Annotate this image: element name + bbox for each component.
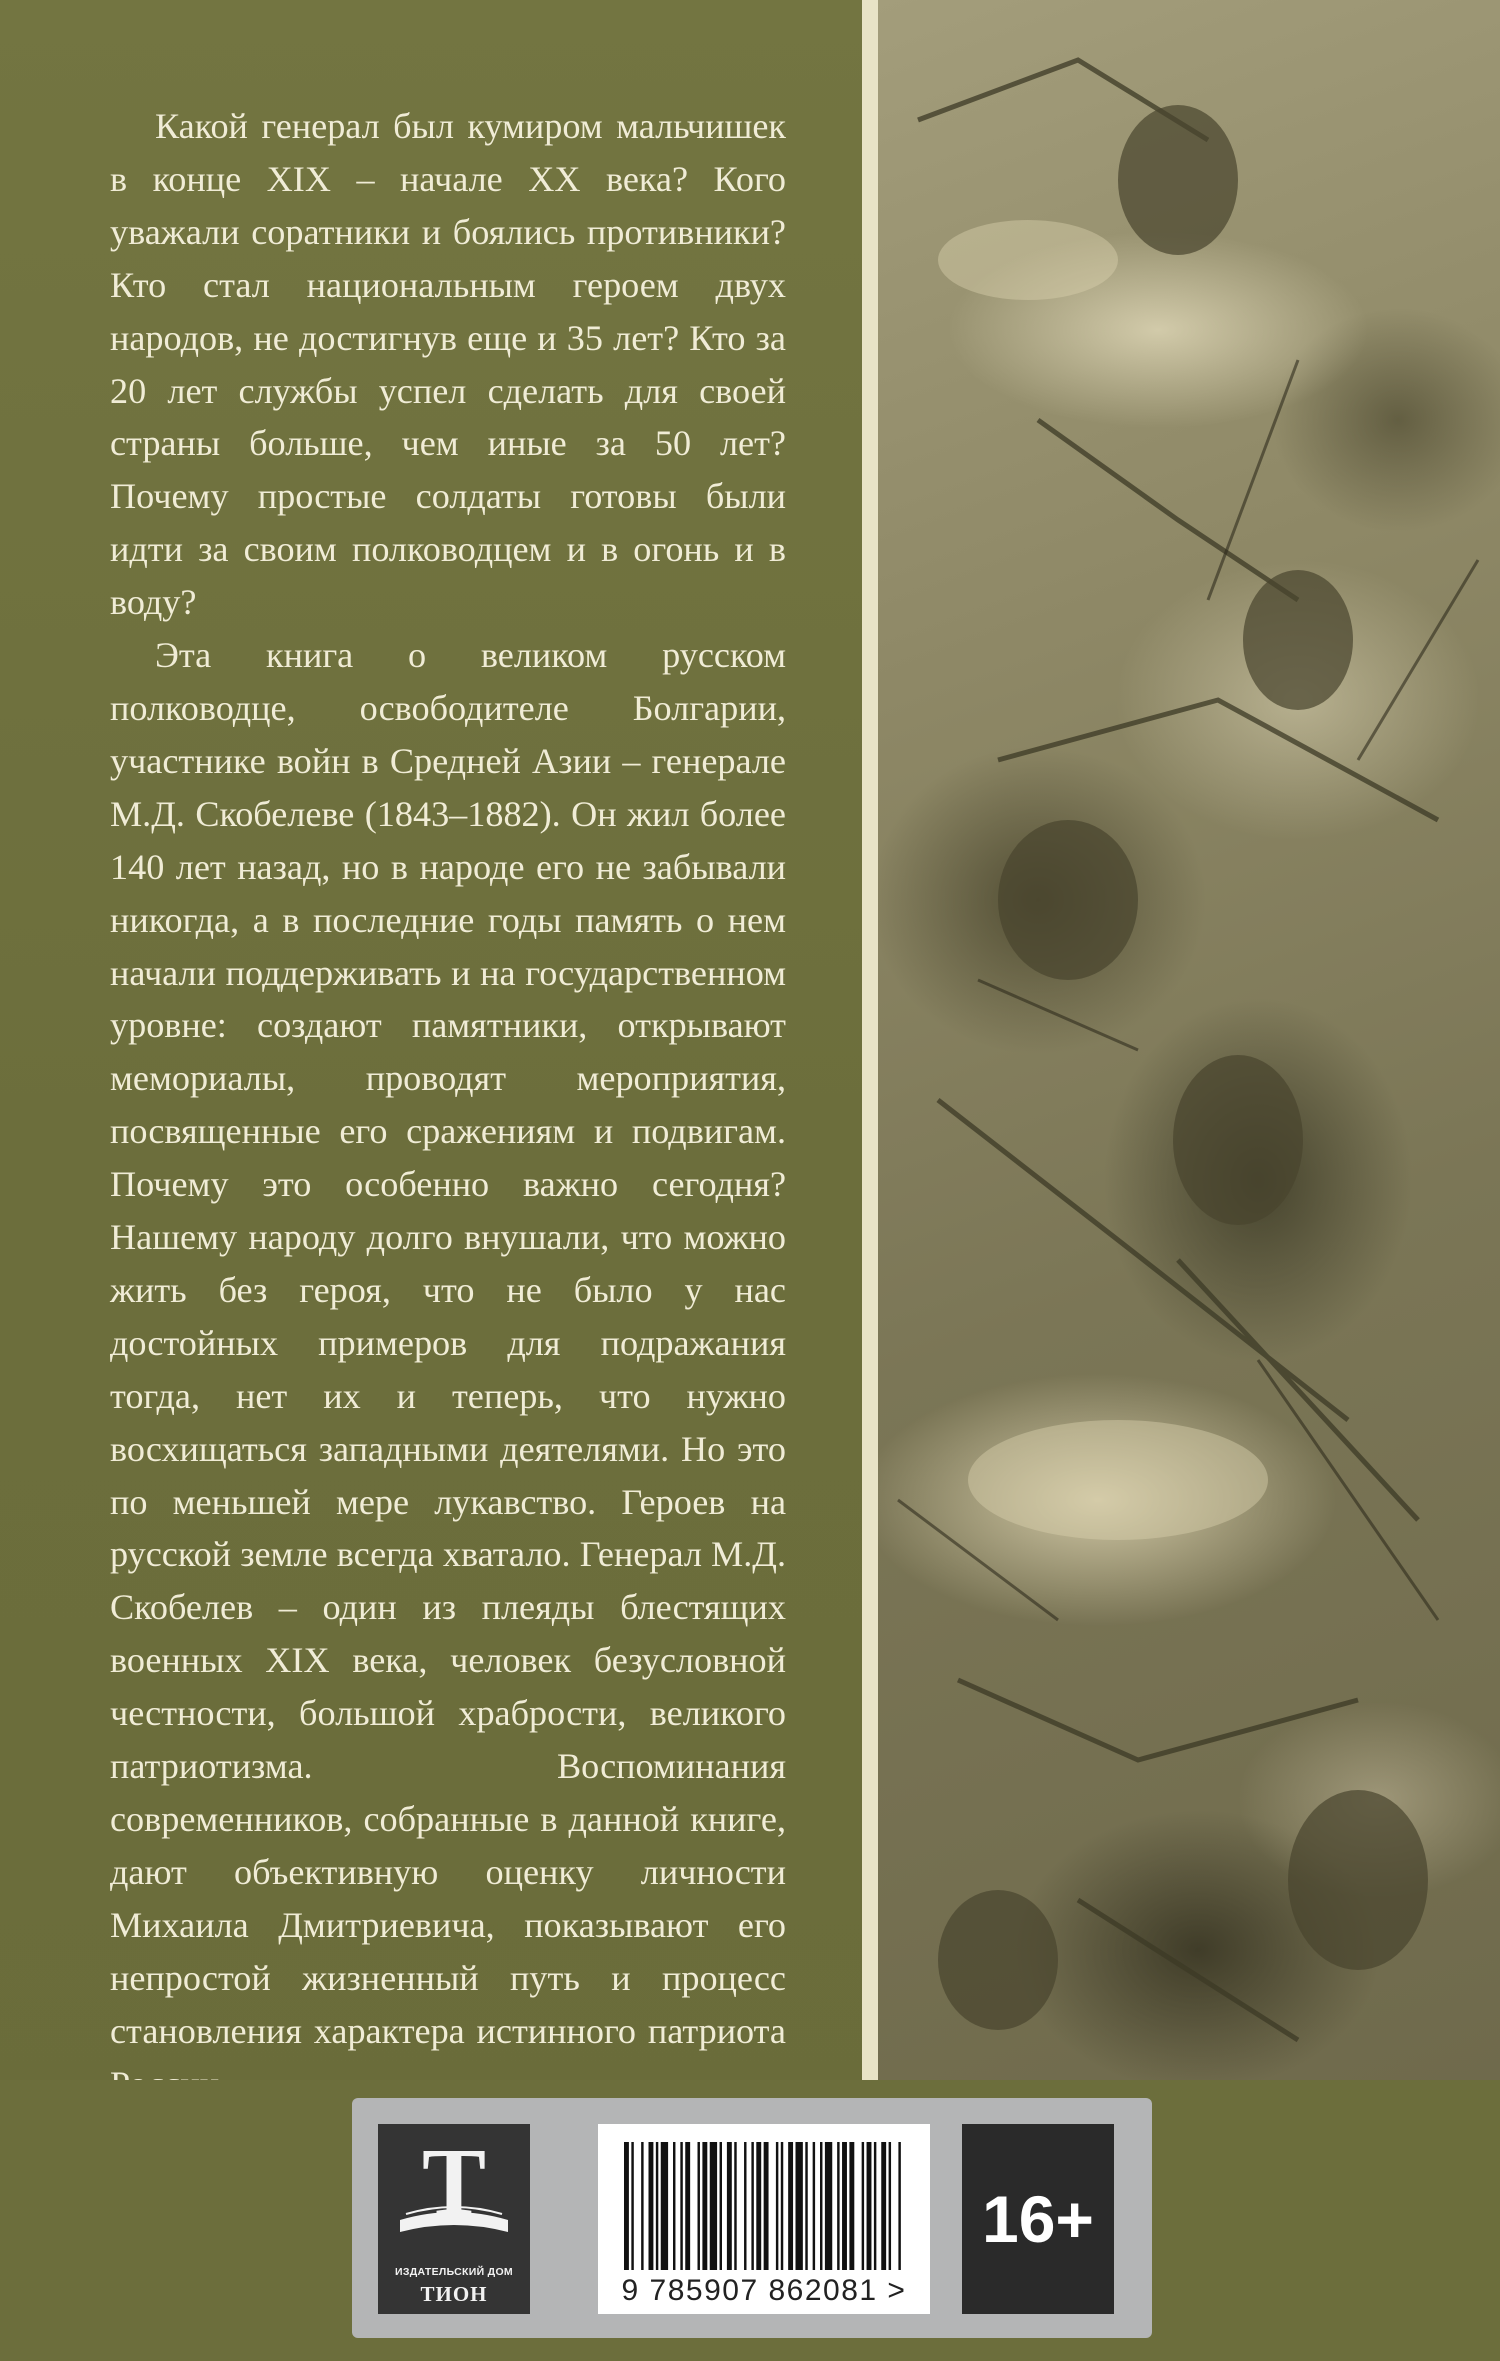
- battle-illustration-sketch: [878, 0, 1500, 2080]
- barcode-bar: [680, 2142, 682, 2270]
- barcode-bar: [734, 2142, 736, 2270]
- barcode-bars: [620, 2142, 908, 2272]
- barcode-bar: [825, 2142, 832, 2270]
- logo-letter: Т: [421, 2128, 487, 2235]
- blurb-paragraph-1: Какой генерал был кумиром мальчишек в конце XIX – начале XX века? Кого уважали соратники и боялись противники? Кто стал национальным героем двух народов, не достигнув еще и 35 лет? Кто за 20 лет службы успел сделать для своей страны больше, чем иные за 50 лет? Почему простые солдаты готовы были идти за своим полководцем и в огонь и в воду?: [110, 106, 786, 623]
- blurb-text: [110, 100, 786, 2110]
- cover-divider: [862, 0, 878, 2080]
- barcode-bar: [685, 2142, 690, 2270]
- barcode-bar: [631, 2142, 633, 2270]
- barcode-bar: [720, 2142, 722, 2270]
- barcode-bar: [820, 2142, 822, 2270]
- barcode-bar: [751, 2142, 753, 2270]
- barcode-bar: [889, 2142, 891, 2270]
- barcode-bar: [813, 2142, 815, 2270]
- barcode-bar: [805, 2142, 807, 2270]
- barcode-bar: [727, 2142, 732, 2270]
- publisher-logo: [378, 2124, 530, 2314]
- barcode-bar: [764, 2142, 769, 2270]
- barcode-bar: [796, 2142, 803, 2270]
- book-letter-t-logo-icon: [378, 2124, 530, 2264]
- publisher-name: ТИОН: [420, 2282, 488, 2306]
- barcode-bar: [776, 2142, 778, 2270]
- publisher-house-label: ИЗДАТЕЛЬСКИЙ ДОМ: [395, 2266, 513, 2278]
- age-rating-badge: [962, 2124, 1114, 2314]
- barcode-bar: [702, 2142, 707, 2270]
- barcode-bar: [673, 2142, 675, 2270]
- barcode-bar: [649, 2142, 654, 2270]
- barcode-bar: [624, 2142, 629, 2270]
- barcode-bar: [849, 2142, 854, 2270]
- barcode-bar: [744, 2142, 746, 2270]
- barcode-bar: [867, 2142, 872, 2270]
- blurb-paragraph-2: Эта книга о великом русском полководце, освободителе Болгарии, участнике войн в Средней Азии – генерале М.Д. Скобелеве (1843–1882). Он жил более 140 лет назад, но в народе его не забывали никогда, а в последние годы память о нем начали поддерживать и на государственном уровне: создают памятники, открывают мемориалы, проводят мероприятия, посвященные его сражениям и подвигам. Почему это особенно важно сегодня? Нашему народу долго внушали, что можно жить без героя, что не было у нас достойных примеров для подражания тогда, нет их и теперь, что нужно восхищаться западными деятелями. Но это по меньшей мере лукавство. Героев на русской земле всегда хватало. Генерал М.Д. Скобелев – один из плеяды блестящих военных XIX века, человек безусловной честности, большой храбрости, великого патриотизма. Воспоминания современников, собранные в данной книге, дают объективную оценку личности Михаила Дмитриевича, показывают его непростой жизненный путь и процесс становления характера истинного патриота: [110, 635, 786, 2051]
- barcode-bar: [698, 2142, 700, 2270]
- barcode-bar: [788, 2142, 793, 2270]
- barcode-bar: [837, 2142, 839, 2270]
- barcode-bar: [874, 2142, 876, 2270]
- barcode-bar: [656, 2142, 658, 2270]
- barcode-bar: [661, 2142, 668, 2270]
- age-rating-label: 16+: [982, 2182, 1094, 2256]
- barcode-bar: [781, 2142, 783, 2270]
- barcode-bar: [756, 2142, 761, 2270]
- barcode-bar: [898, 2142, 900, 2270]
- isbn-barcode: [598, 2124, 930, 2314]
- barcode-bar: [881, 2142, 886, 2270]
- isbn-digits: 9 785907 862081 >: [621, 2274, 907, 2307]
- barcode-bar: [641, 2142, 643, 2270]
- barcode-bar: [862, 2142, 864, 2270]
- barcode-bar: [710, 2142, 717, 2270]
- barcode-bar: [842, 2142, 847, 2270]
- battle-illustration: [878, 0, 1500, 2080]
